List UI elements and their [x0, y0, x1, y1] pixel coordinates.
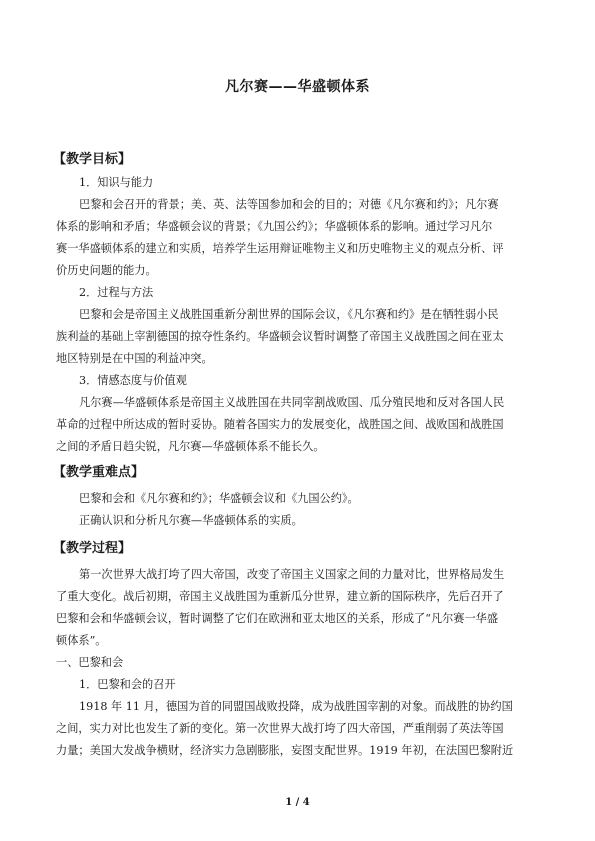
paragraph-line: 力量；美国大发战争横财，经济实力急剧膨胀，妄图支配世界。1919 年初，在法国巴黎附近	[56, 744, 514, 757]
page-number: 1 / 4	[285, 797, 310, 808]
subheading-knowledge: 1．知识与能力	[79, 176, 154, 189]
paragraph-line: 1918 年 11 月，德国为首的同盟国战败投降，成为战胜国宰割的对象。而战胜的协约国	[79, 700, 513, 713]
paragraph-line: 顿体系”。	[56, 634, 107, 647]
paragraph-line: 巴黎和会和华盛顿会议，暂时调整了它们在欧洲和亚太地区的关系，形成了“凡尔赛一华盛	[56, 612, 499, 625]
part-heading-paris: 一、巴黎和会	[56, 656, 124, 669]
paragraph-line: 之间的矛盾日趋尖锐，凡尔赛—华盛顿体系不能长久。	[56, 440, 325, 453]
subheading-attitude-values: 3．情感态度与价值观	[79, 374, 187, 387]
paragraph-line: 了重大变化。战后初期，帝国主义战胜国为重新瓜分世界，建立新的国际秩序，先后召开了	[56, 590, 504, 603]
paragraph-line: 体系的影响和矛盾；华盛顿会议的背景；《九国公约》；华盛顿体系的影响。通过学习凡尔	[56, 220, 493, 233]
section-heading-process: 【教学过程】	[53, 541, 132, 556]
document-title: 凡尔赛——华盛顿体系	[225, 79, 370, 95]
paragraph-line: 巴黎和会和《凡尔赛和约》；华盛顿会议和《九国公约》。	[79, 492, 359, 505]
paragraph-line: 巴黎和会召开的背景；美、英、法等国参加和会的目的；对德《凡尔赛和约》；凡尔赛	[79, 198, 499, 211]
subheading-paris-convening: 1．巴黎和会的召开	[79, 678, 176, 691]
paragraph-line: 族利益的基础上宰割德国的掠夺性条约。华盛顿会议暂时调整了帝国主义战胜国之间在亚太	[56, 330, 504, 343]
paragraph-line: 凡尔赛—华盛顿体系是帝国主义战胜国在共同宰割战败国、瓜分殖民地和反对各国人民	[79, 396, 505, 409]
paragraph-line: 正确认识和分析凡尔赛—华盛顿体系的实质。	[79, 514, 303, 527]
paragraph-line: 赛一华盛顿体系的建立和实质，培养学生运用辩证唯物主义和历史唯物主义的观点分析、评	[56, 242, 504, 255]
paragraph-line: 价历史问题的能力。	[56, 264, 157, 277]
subheading-process-method: 2．过程与方法	[79, 286, 154, 299]
paragraph-line: 革命的过程中所达成的暂时妥协。随着各国实力的发展变化，战胜国之间、战败国和战胜国	[56, 418, 504, 431]
paragraph-line: 之间，实力对比也发生了新的变化。第一次世界大战打垮了四大帝国，严重削弱了英法等国	[56, 722, 504, 735]
paragraph-line: 地区特别是在中国的利益冲突。	[56, 352, 213, 365]
section-heading-goals: 【教学目标】	[53, 152, 132, 167]
paragraph-line: 巴黎和会是帝国主义战胜国重新分割世界的国际会议，《凡尔赛和约》是在牺牲弱小民	[79, 308, 499, 321]
paragraph-line: 第一次世界大战打垮了四大帝国，改变了帝国主义国家之间的力量对比，世界格局发生	[79, 568, 505, 581]
section-heading-keypoints: 【教学重难点】	[53, 465, 145, 480]
